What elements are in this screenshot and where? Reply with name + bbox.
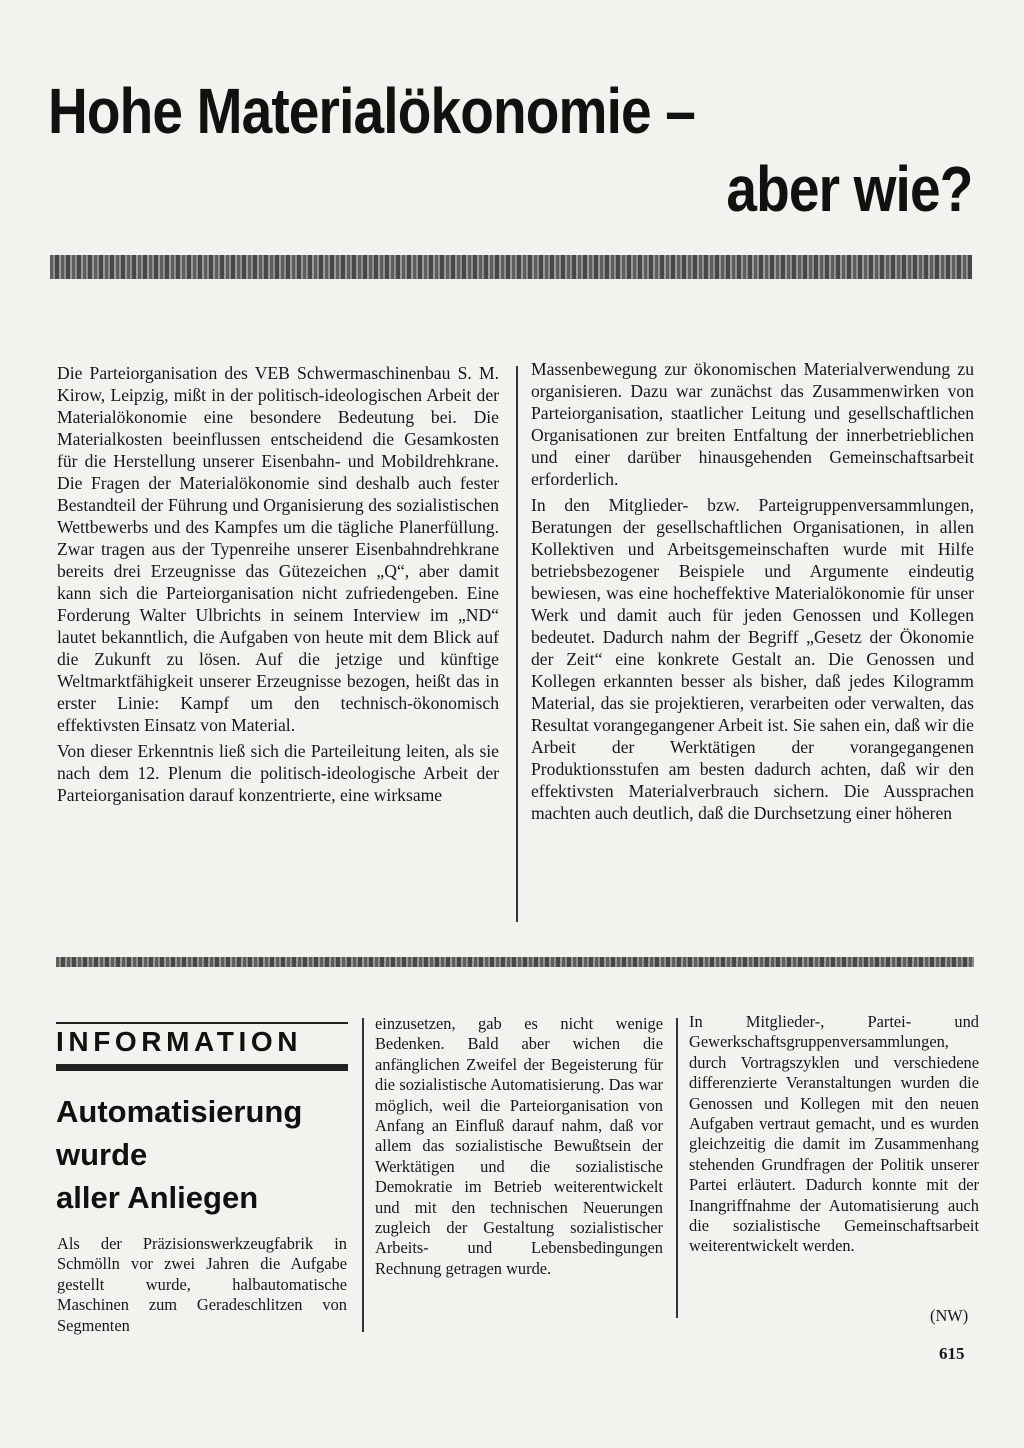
info-column-3: [689, 1012, 979, 1257]
headline: [48, 72, 973, 228]
info-column-2: [375, 1014, 663, 1279]
info-paragraph: einzusetzen, gab es nicht wenige Bedenken. Bald aber wichen die anfänglichen Zweifel der Begeisterung für die sozialistische Automatisierung. Das war möglich, weil die Parteiorganisation von Anfang an Einfluß darauf nahm, daß vor allem das sozialistische Bewußtsein der Werktätigen und die sozialistische Demokratie im Betrieb weiterentwickelt und mit den technischen Neuerungen zugleich der Gestaltung sozialistischer Arbeits- und Lebensbedingungen Rechnung getragen wurde.: [375, 1014, 663, 1278]
column-divider: [362, 1018, 364, 1332]
author-signature: (NW): [930, 1306, 969, 1325]
article-column-1: [57, 362, 499, 806]
headline-line-1: Hohe Materialökonomie –: [48, 75, 695, 147]
info-title: [56, 1090, 356, 1219]
info-column-1: [57, 1234, 347, 1336]
article-paragraph: Von dieser Erkenntnis ließ sich die Parteileitung leiten, als sie nach dem 12. Plenum die politisch-ideologische Arbeit der Parteiorganisation darauf konzentrierte, eine wirksame: [57, 741, 499, 805]
info-paragraph: Als der Präzisionswerkzeugfabrik in Schmölln vor zwei Jahren die Aufgabe gestellt wurde, halbautomatische Maschinen zum Geradeschlitzen von Segmenten: [57, 1234, 347, 1335]
article-paragraph: Die Parteiorganisation des VEB Schwermaschinenbau S. M. Kirow, Leipzig, mißt in der politisch-ideologischen Arbeit der Materialökonomie eine besondere Bedeutung bei. Die Materialkosten beeinflussen entscheidend die Gesamkosten für die Herstellung unserer Eisenbahn- und Mobildrehkrane. Die Fragen der Materialökonomie sind deshalb auch fester Bestandteil der Führung und Organisierung des sozialistischen Wettbewerbs und des Kampfes um die tägliche Planerfüllung. Zwar tragen aus der Typenreihe unserer Eisenbahndrehkrane bereits drei Erzeugnisse das Gütezeichen „Q“, aber damit kann sich die Parteiorganisation nicht zufriedengeben. Eine Forderung Walter Ulbrichts in seinem Interview im „ND“ lautet bekanntlich, die Aufgaben von heute mit dem Blick auf die Zukunft zu lösen. Auf die jetzige und künftige Weltmarktfähigkeit unserer Erzeugnisse bezogen, heißt das in erster Linie: Kampf um den technisch-ökonomisch effektivsten Einsatz von Material.: [57, 363, 499, 735]
info-paragraph: In Mitglieder-, Partei- und Gewerkschaftsgruppenversammlungen, durch Vortragszyklen und verschiedene differenzierte Veranstaltungen wurden die Genossen und Kollegen mit den neuen Aufgaben vertraut gemacht, und es wurden gleichzeitig die damit im Zusammenhang stehenden Grundfragen der Politik unserer Partei erläutert. Dadurch konnte mit der Inangriffnahme der Automatisierung auch die sozialistische Gemeinschaftsarbeit weiterentwickelt werden.: [689, 1012, 979, 1256]
article-paragraph: In den Mitglieder- bzw. Parteigruppenversammlungen, Beratungen der gesellschaftlichen Organisationen, in allen Kollektiven und Arbeitsgemeinschaften wurde mit Hilfe betriebsbezogener Beispiele und Argumente eindeutig bewiesen, was eine hocheffektive Materialökonomie für unser Werk und damit auch für jeden Genossen und Kollegen bedeutet. Dadurch nahm der Begriff „Gesetz der Ökonomie der Zeit“ eine konkrete Gestalt an. Die Genossen und Kollegen erkannten besser als bisher, daß jedes Kilogramm Material, das sie projektieren, verarbeiten oder verwalten, das Resultat vorangegangener Arbeit ist. Sie sahen ein, daß wir die Arbeit der Werktätigen der vorangegangenen Produktionsstufen am besten dadurch achten, daß wir den effektivsten Materialverbrauch sichern. Die Aussprachen machten auch deutlich, daß die Durchsetzung einer höheren: [531, 495, 974, 823]
column-divider: [516, 366, 518, 922]
page-number: 615: [939, 1344, 965, 1363]
article-paragraph: Massenbewegung zur ökonomischen Materialverwendung zu organisieren. Dazu war zunächst das Zusammenwirken von Parteiorganisation, staatlicher Leitung und gesellschaftlichen Organisationen zur breiten Entfaltung der innerbetrieblichen und einer darüber hinausgehenden Gemeinschaftsarbeit erforderlich.: [531, 359, 974, 489]
info-title-line: aller Anliegen: [56, 1180, 259, 1215]
info-label: INFORMATION: [56, 1022, 348, 1071]
middle-rule-bar: [56, 957, 974, 967]
top-rule-bar: [50, 255, 972, 279]
info-title-line: Automatisierung: [56, 1094, 303, 1129]
article-column-2: [531, 358, 974, 824]
column-divider: [676, 1018, 678, 1318]
headline-line-2: aber wie?: [726, 153, 973, 225]
info-title-line: wurde: [56, 1137, 148, 1172]
